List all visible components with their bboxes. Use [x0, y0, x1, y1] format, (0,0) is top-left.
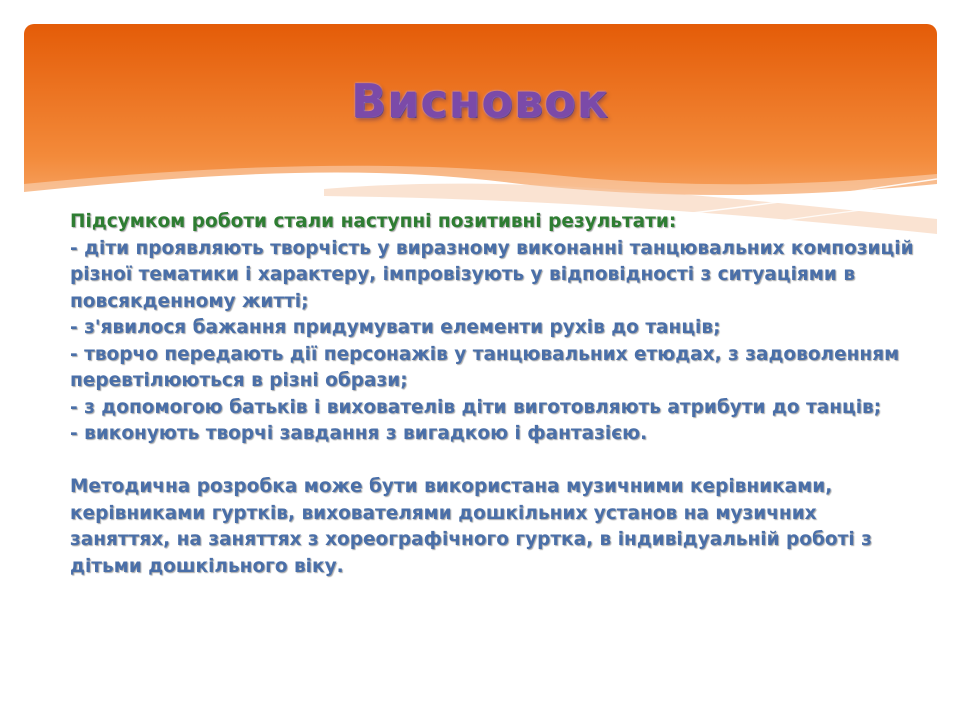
conclusion-line: дітьми дошкільного віку.	[70, 555, 344, 577]
results-line: - з'явилося бажання придумувати елементи рухів до танців;	[70, 317, 721, 338]
results-line: - творчо передають дії персонажів у танцювальних етюдах, з задоволенням	[70, 343, 900, 365]
conclusion-line: заняттях, на заняттях з хореографічного гуртка, в індивідуальній роботі з	[70, 529, 872, 550]
results-line: - виконують творчі завдання з вигадкою і фантазією.	[70, 423, 648, 444]
results-line: - з допомогою батьків і вихователів діти виготовляють атрибути до танців;	[70, 396, 882, 418]
paragraph-gap	[70, 448, 920, 475]
slide-title: Висновок	[351, 74, 609, 128]
conclusion-line: Методична розробка може бути використана музичними керівниками,	[70, 476, 833, 497]
results-line: перевтілюються в різні образи;	[70, 370, 408, 391]
slide-body	[70, 209, 920, 580]
results-line: різної тематики і характеру, імпровізують у відповідності з ситуаціями в	[70, 264, 856, 285]
conclusion-line: керівниками гуртків, вихователями дошкільних установ на музичних	[70, 502, 817, 524]
results-line: повсякденному житті;	[70, 290, 309, 312]
results-line: - діти проявляють творчість у виразному виконанні танцювальних композицій	[70, 237, 914, 259]
results-intro: Підсумком роботи стали наступні позитивні результати:	[70, 211, 677, 232]
